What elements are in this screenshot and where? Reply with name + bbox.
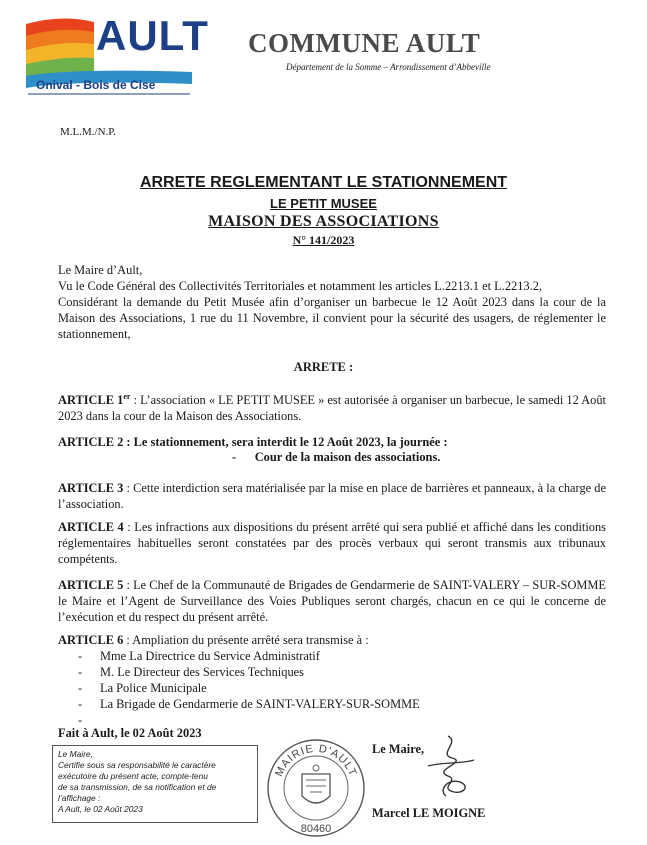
- article-3: [58, 480, 606, 512]
- article-3-text: : Cette interdiction sera matérialisée par la mise en place de barrières et panneaux, à la charge de l’association.: [58, 481, 606, 511]
- commune-subtitle: Département de la Somme – Arrondissement d’Abbeville: [286, 62, 491, 72]
- article-4: [58, 519, 606, 567]
- certification-line: exécutoire du présent acte, compte-tenu: [58, 771, 208, 781]
- ampliation-list: [78, 648, 578, 728]
- signatory-title: Le Maire,: [372, 742, 425, 756]
- handwritten-signature: [408, 732, 488, 800]
- article-5-text: : Le Chef de la Communauté de Brigades de Gendarmerie de SAINT-VALERY – SUR-SOMME le Maire et l’Agent de Surveillance des Voies Publiques seront chargés, chacun en ce qui le concerne de l’exécution et du respect du présent arrêté.: [58, 578, 606, 624]
- article-6-label: ARTICLE 6: [58, 633, 124, 647]
- preamble-line: Le Maire d’Ault,: [58, 263, 143, 277]
- article-5-label: ARTICLE 5: [58, 578, 124, 592]
- document-title: ARRETE REGLEMENTANT LE STATIONNEMENT: [139, 174, 508, 191]
- article-6: [58, 632, 606, 648]
- list-item: - M. Le Directeur des Services Techniques: [78, 664, 578, 680]
- list-item: - La Police Municipale: [78, 680, 578, 696]
- article-1-label: ARTICLE 1: [58, 393, 124, 408]
- article-1-sup: er: [123, 392, 131, 401]
- document-reference: M.L.M./N.P.: [60, 126, 116, 138]
- coat-of-arms-icon: [302, 765, 330, 803]
- stamp-top-text: MAIRIE D'AULT: [273, 742, 359, 779]
- signature-place-date: Fait à Ault, le 02 Août 2023: [58, 726, 202, 740]
- article-5: [58, 577, 606, 625]
- svg-text:MAIRIE D'AULT: [273, 743, 359, 779]
- logo-wordmark: AULT: [96, 12, 209, 59]
- arrete-heading: ARRETE :: [293, 360, 354, 374]
- certification-line: l’affichage :: [58, 793, 101, 803]
- certification-line: Certifie sous sa responsabilité le caractère: [58, 760, 216, 770]
- article-1: [58, 389, 606, 424]
- preamble-line: Considérant la demande du Petit Musée afin d’organiser un barbecue le 12 Août 2023 dans la cour de la Maison des Associations, 1 rue du 11 Novembre, il convient pour la sécurité des usagers, de réglementer le stationnement,: [58, 295, 606, 341]
- preamble: [58, 262, 606, 342]
- mairie-stamp: [264, 736, 368, 840]
- preamble-line: Vu le Code Général des Collectivités Territoriales et notamment les articles L.2213.1 et L.2213.2,: [58, 279, 543, 293]
- certification-line: de sa transmission, de sa notification et de: [58, 782, 217, 792]
- list-item: - La Brigade de Gendarmerie de SAINT-VALERY-SUR-SOMME: [78, 696, 578, 712]
- stamp-bottom-text: 80460: [300, 823, 332, 835]
- article-4-text: : Les infractions aux dispositions du présent arrêté qui sera publié et affiché dans les conditions réglementaires habituelles seront constatées par des procès verbaux qui seront transmis aux tribunaux compétents.: [58, 520, 606, 566]
- article-2-item: - Cour de la maison des associations.: [232, 450, 441, 464]
- document-location-title: MAISON DES ASSOCIATIONS: [208, 213, 439, 230]
- list-item: - Mme La Directrice du Service Administratif: [78, 648, 578, 664]
- certification-line: Le Maire,: [58, 749, 93, 759]
- document-number: N° 141/2023: [292, 233, 355, 247]
- certification-box: [52, 745, 258, 823]
- article-3-label: ARTICLE 3: [58, 481, 124, 495]
- article-1-text: : L’association « LE PETIT MUSEE » est autorisée à organiser un barbecue, le samedi 12 Août 2023 dans la cour de la Maison des Associations.: [58, 393, 606, 424]
- logo-subtitle: Onival - Bois de Cise: [36, 78, 156, 92]
- commune-title: COMMUNE AULT: [248, 28, 481, 58]
- certification-line: A Ault, le 02 Août 2023: [58, 804, 143, 814]
- article-2: ARTICLE 2 : Le stationnement, sera interdit le 12 Août 2023, la journée :: [58, 435, 448, 449]
- article-4-label: ARTICLE 4: [58, 520, 124, 534]
- document-subtitle: LE PETIT MUSEE: [270, 196, 377, 211]
- article-6-text: : Ampliation du présente arrêté sera transmise à :: [123, 633, 369, 647]
- signatory-name: Marcel LE MOIGNE: [372, 806, 486, 820]
